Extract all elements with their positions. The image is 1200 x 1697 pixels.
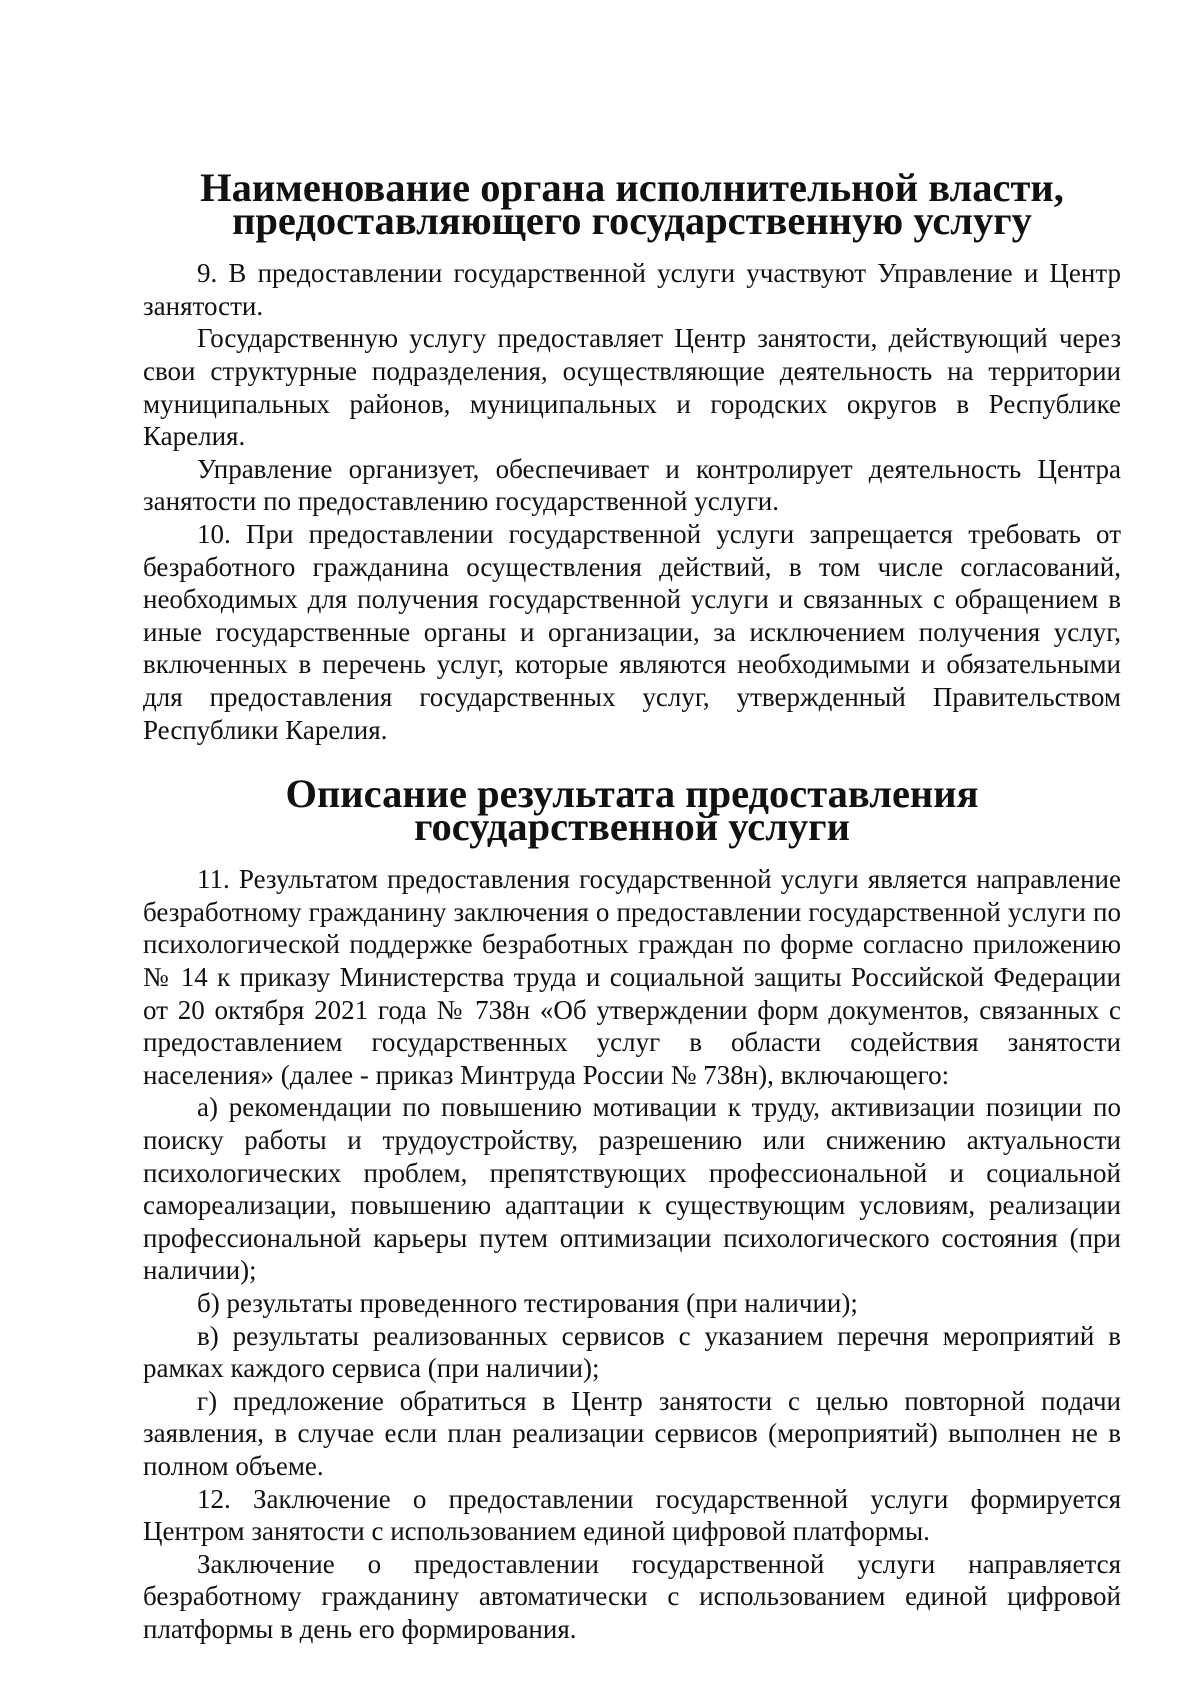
paragraph-conclusion-delivery: Заключение о предоставлении государственной услуги направляется безработному гражданину автоматически с использованием единой цифровой платформы в день его формирования. [143,1548,1121,1644]
paragraph-service-provider: Государственную услугу предоставляет Центр занятости, действующий через свои структурные подразделения, осуществляющие деятельность на территории муниципальных районов, муниципальных и городских округов в Республике Карелия. [143,323,1121,452]
paragraph-12: 12. Заключение о предоставлении государственной услуги формируется Центром занятости с использованием единой цифровой платформы. [143,1483,1121,1547]
paragraph-management-role: Управление организует, обеспечивает и контролирует деятельность Центра занятости по предоставлению государственной услуги. [143,453,1121,517]
list-item-v: в) результаты реализованных сервисов с указанием перечня мероприятий в рамках каждого сервиса (при наличии); [143,1320,1121,1384]
document-body [143,165,1121,1646]
paragraph-9: 9. В предоставлении государственной услуги участвуют Управление и Центр занятости. [143,258,1121,321]
section-heading-authority: Наименование органа исполнительной власти, предоставляющего государственную услугу [200,165,1064,243]
section-heading-result: Описание результата предоставления государственной услуги [285,771,979,849]
paragraph-10: 10. При предоставлении государственной услуги запрещается требовать от безработного гражданина осуществления действий, в том числе согласований, необходимых для получения государственной услуги и связанных с обращением в иные государственные органы и организации, за исключением получения услуг, включенных в перечень услуг, которые являются необходимыми и обязательными для предоставления государственных услуг, утвержденный Правительством Республики Карелия. [143,518,1121,745]
paragraph-11: 11. Результатом предоставления государственной услуги является направление безработному гражданину заключения о предоставлении государственной услуги по психологической поддержке безработных граждан по форме согласно приложению № 14 к приказу Министерства труда и социальной защиты Российской Федерации от 20 октября 2021 года № 738н «Об утверждении форм документов, связанных с предоставлением государственных услуг в области содействия занятости населения» (далее - приказ Минтруда России № 738н), включающего: [143,864,1121,1090]
list-item-g: г) предложение обратиться в Центр занятости с целью повторной подачи заявления, в случае если план реализации сервисов (мероприятий) выполнен не в полном объеме. [143,1385,1121,1481]
list-item-a: а) рекомендации по повышению мотивации к труду, активизации позиции по поиску работы и трудоустройству, разрешению или снижению актуальности психологических проблем, препятствующих профессиональной и социальной самореализации, повышению адаптации к существующим условиям, реализации профессиональной карьеры путем оптимизации психологического состояния (при наличии); [143,1092,1121,1286]
list-item-b: б) результаты проведенного тестирования (при наличии); [197,1288,858,1318]
